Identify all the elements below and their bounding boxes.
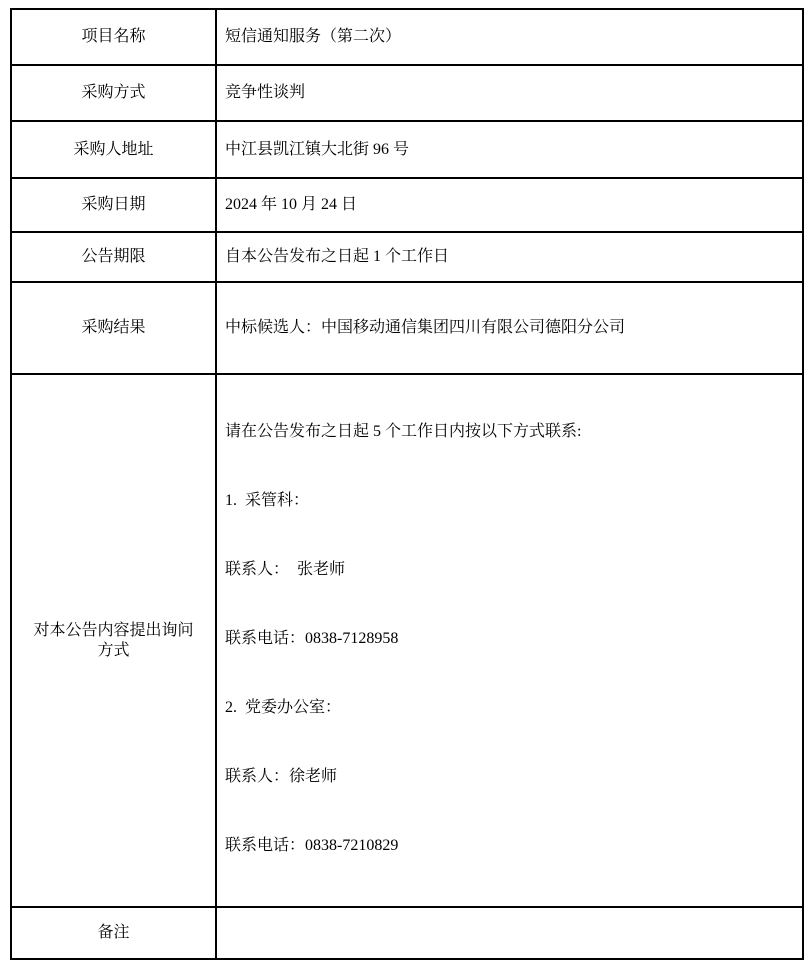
table-row [11, 178, 803, 232]
row-label-project-name: 项目名称 [11, 9, 216, 65]
table-row [11, 907, 803, 959]
row-value-announcement-period: 自本公告发布之日起 1 个工作日 [216, 232, 803, 282]
row-label-procurement-result: 采购结果 [11, 282, 216, 374]
procurement-notice-table [10, 8, 804, 960]
row-label-purchaser-address: 采购人地址 [11, 121, 216, 178]
table-row [11, 374, 803, 907]
table-row [11, 232, 803, 282]
inquiry-line-phone-1: 联系电话：0838-7128958 [225, 630, 399, 647]
table-row [11, 65, 803, 121]
row-value-project-name: 短信通知服务（第二次） [216, 9, 803, 65]
row-value-procurement-method: 竞争性谈判 [216, 65, 803, 121]
row-label-inquiry-method: 对本公告内容提出询问方式 [11, 374, 216, 907]
table-row [11, 9, 803, 65]
table-row [11, 121, 803, 178]
row-value-purchaser-address: 中江县凯江镇大北街 96 号 [216, 121, 803, 178]
inquiry-line-contact-1: 联系人： 张老师 [225, 561, 346, 578]
row-value-procurement-result: 中标候选人：中国移动通信集团四川有限公司德阳分公司 [216, 282, 803, 374]
inquiry-line-dept-1: 1. 采管科： [225, 492, 310, 509]
inquiry-line-intro: 请在公告发布之日起 5 个工作日内按以下方式联系: [225, 423, 582, 440]
row-label-announcement-period: 公告期限 [11, 232, 216, 282]
row-value-inquiry-method [216, 374, 803, 907]
inquiry-line-contact-2: 联系人：徐老师 [225, 768, 338, 785]
row-value-remarks [216, 907, 803, 959]
inquiry-line-phone-2: 联系电话：0838-7210829 [225, 837, 399, 854]
table-row [11, 282, 803, 374]
inquiry-line-dept-2: 2. 党委办公室： [225, 699, 342, 716]
row-label-procurement-method: 采购方式 [11, 65, 216, 121]
row-value-procurement-date: 2024 年 10 月 24 日 [216, 178, 803, 232]
row-label-procurement-date: 采购日期 [11, 178, 216, 232]
row-label-remarks: 备注 [11, 907, 216, 959]
